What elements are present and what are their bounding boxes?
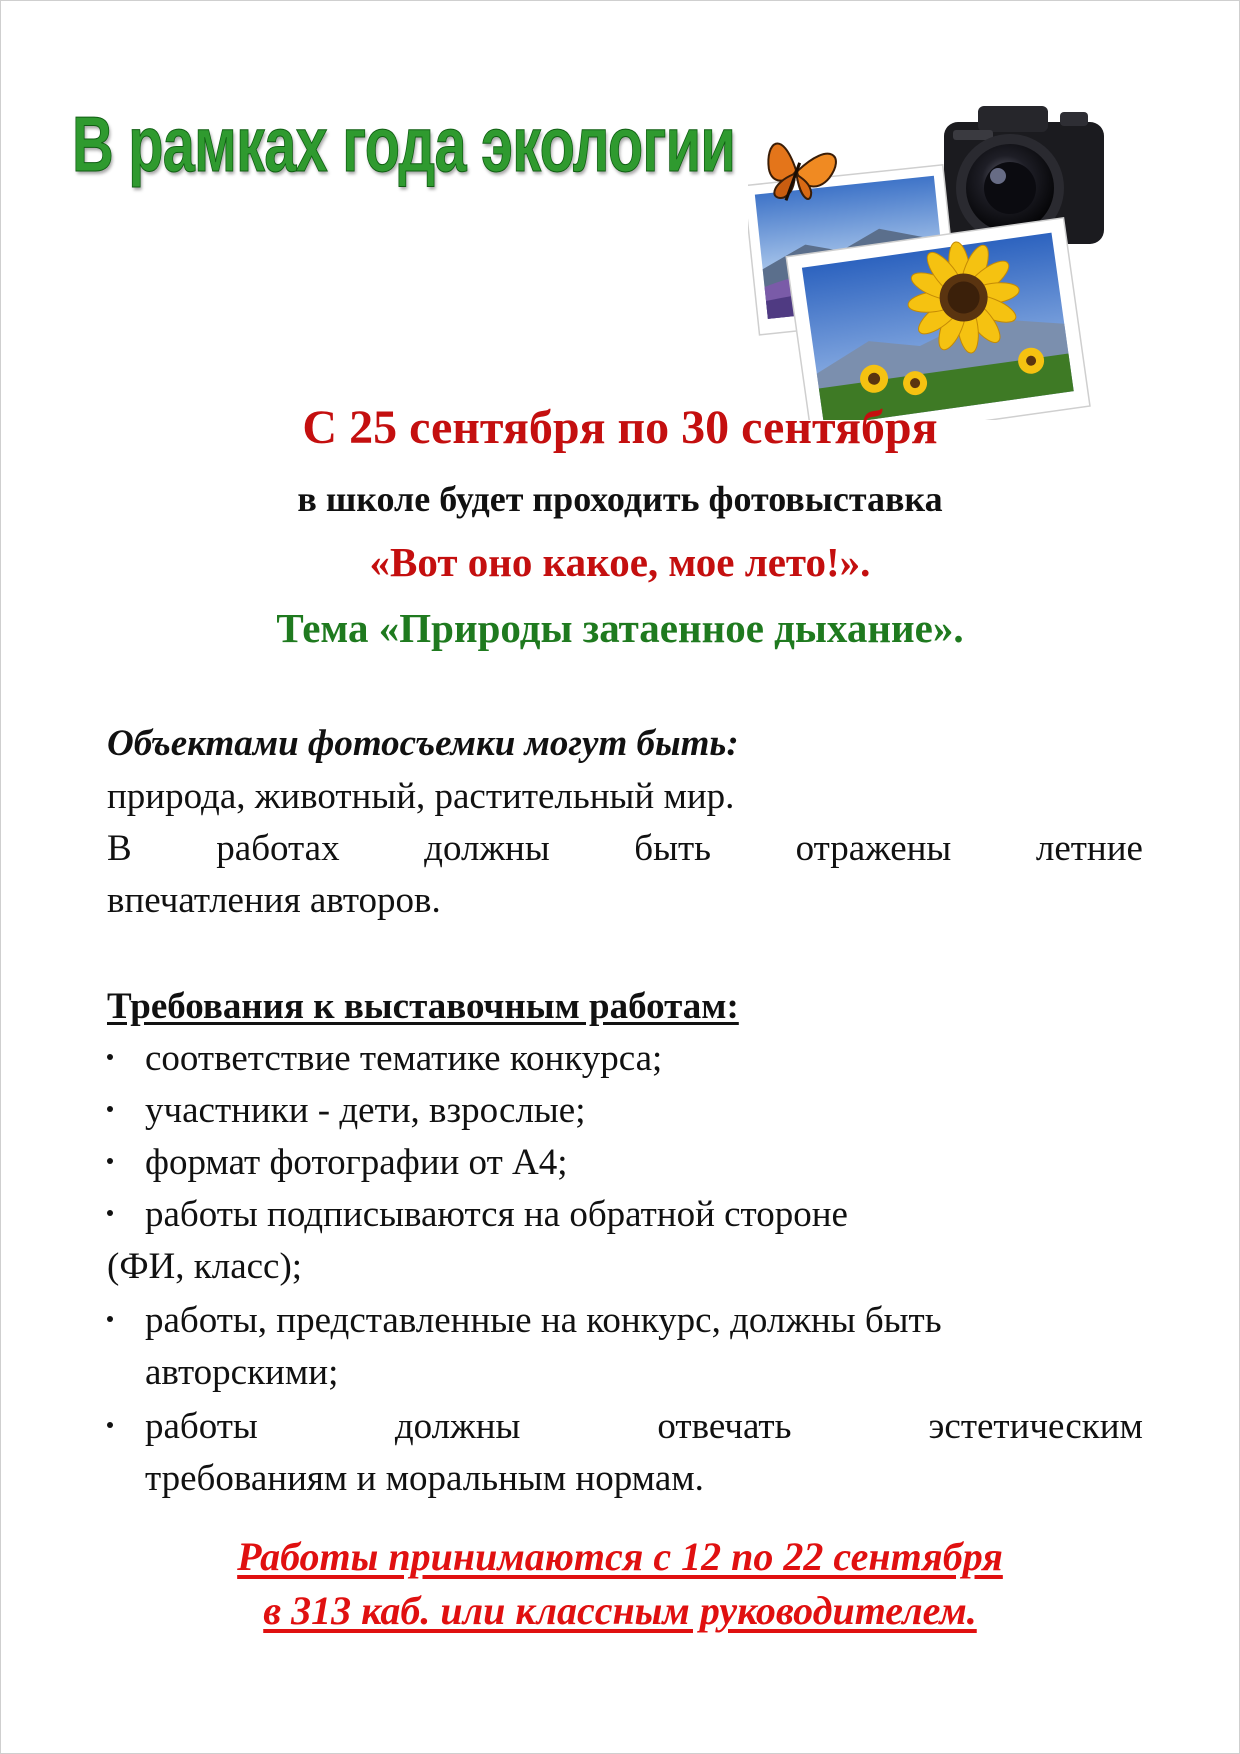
word: быть: [634, 828, 711, 869]
deadline-line-1: Работы принимаются с 12 по 22 сентября: [237, 1534, 1003, 1579]
word: должны: [424, 828, 550, 869]
requirement-text-continued: (ФИ, класс);: [107, 1246, 303, 1287]
objects-line-1: природа, животный, растительный мир.: [107, 776, 735, 817]
word: В: [107, 828, 132, 869]
bullet-icon: [107, 1054, 113, 1060]
word: летние: [1035, 828, 1143, 869]
camera-photos-illustration: [748, 100, 1128, 420]
word: отражены: [795, 828, 952, 869]
requirement-text: соответствие тематике конкурса;: [145, 1038, 663, 1079]
word: работах: [216, 828, 340, 869]
objects-line-3: впечатления авторов.: [107, 880, 441, 921]
word: должны: [394, 1406, 521, 1447]
bullet-icon: [107, 1158, 113, 1164]
requirement-text: участники - дети, взрослые;: [145, 1090, 586, 1131]
exhibition-title: «Вот оно какое, мое лето!».: [369, 539, 871, 585]
word: эстетическим: [928, 1406, 1143, 1447]
exhibition-theme: Тема «Природы затаенное дыхание».: [276, 605, 964, 651]
intro-text: в школе будет проходить фотовыставка: [297, 479, 943, 519]
bullet-icon: [107, 1422, 113, 1428]
word: отвечать: [657, 1406, 792, 1447]
requirement-text: формат фотографии от А4;: [145, 1142, 568, 1183]
bullet-icon: [107, 1210, 113, 1216]
objects-line-2: [107, 827, 1143, 870]
exhibition-dates: С 25 сентября по 30 сентября: [302, 401, 938, 454]
bullet-icon: [107, 1106, 113, 1112]
requirement-text-continued: авторскими;: [145, 1352, 339, 1393]
requirement-text: [145, 1405, 1143, 1448]
objects-heading: Объектами фотосъемки могут быть:: [107, 723, 739, 764]
word: работы: [145, 1406, 258, 1447]
deadline-line-2: в 313 каб. или классным руководителем.: [263, 1588, 977, 1633]
requirement-text: работы подписываются на обратной стороне: [145, 1194, 848, 1235]
bullet-icon: [107, 1316, 113, 1322]
requirement-text-continued: требованиям и моральным нормам.: [145, 1458, 704, 1499]
headline: В рамках года экологии: [72, 100, 736, 188]
requirements-heading: Требования к выставочным работам:: [107, 986, 739, 1027]
requirement-text: работы, представленные на конкурс, должны быть: [145, 1300, 942, 1341]
